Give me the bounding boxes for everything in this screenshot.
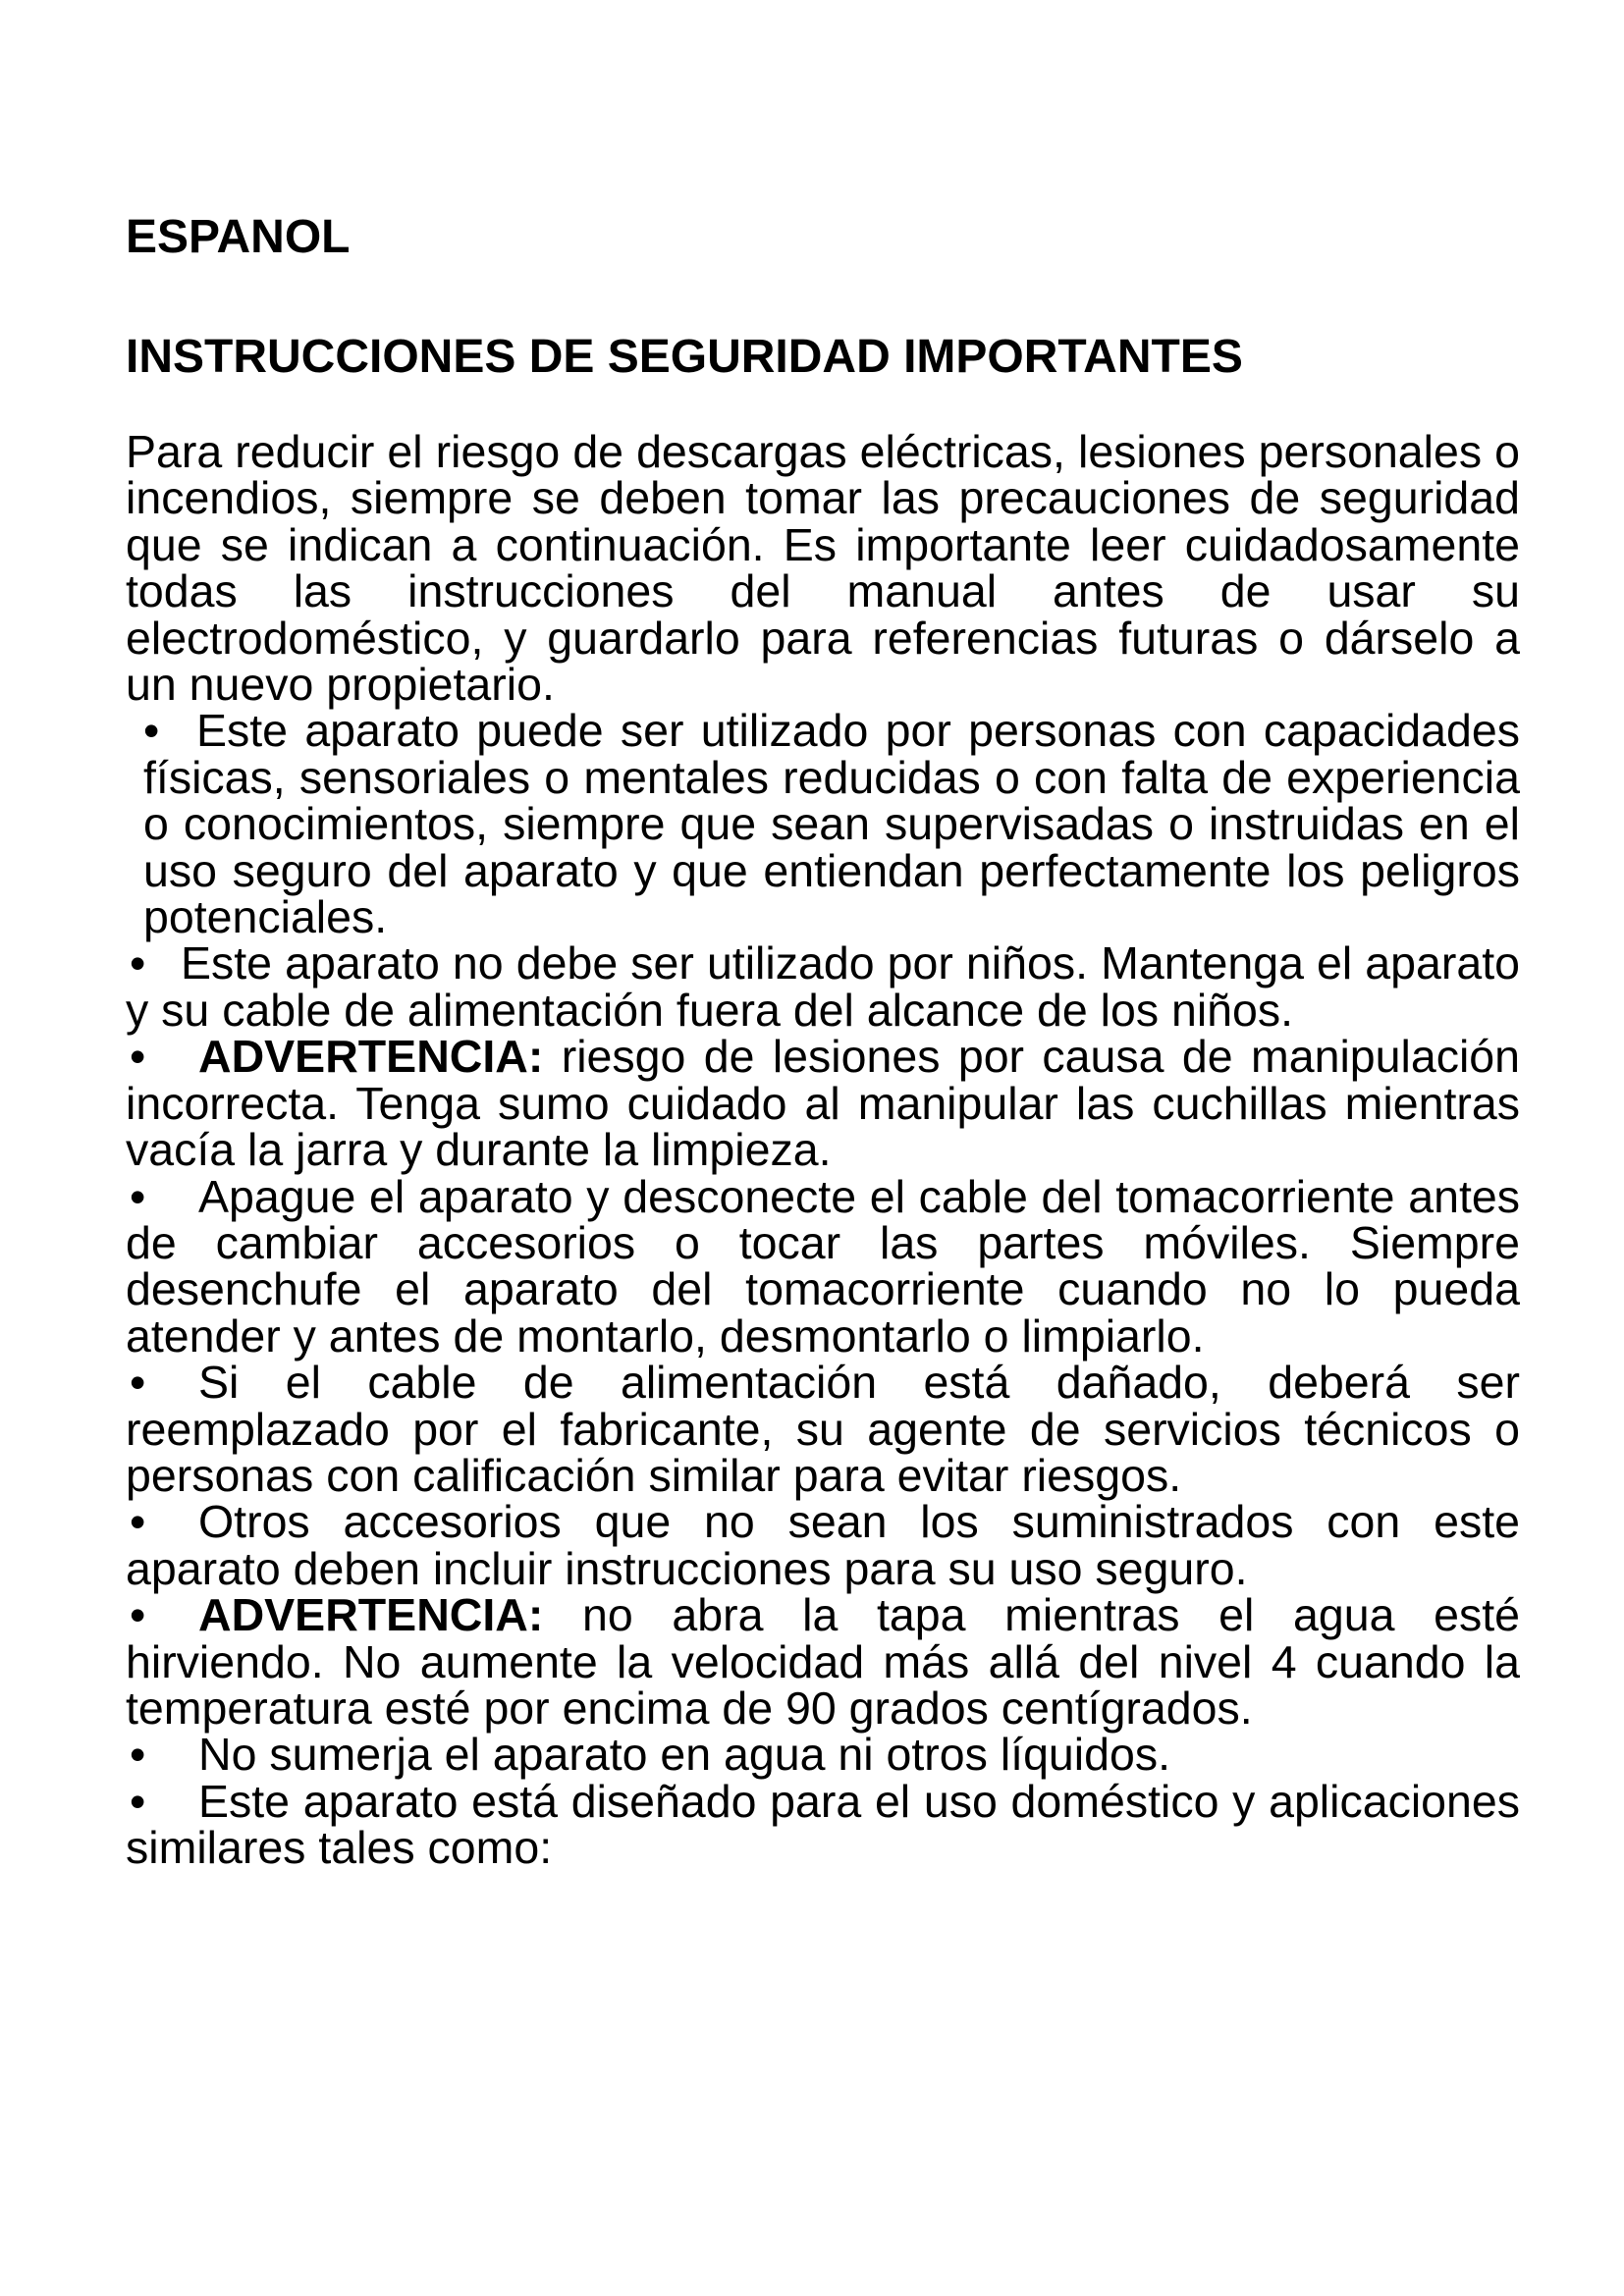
list-item-text: Otros accesorios que no sean los suministrados con este aparato deben incluir instrucciones para su uso seguro. <box>126 1496 1520 1594</box>
bullet-icon: • <box>130 1357 146 1409</box>
list-item-text: Este aparato puede ser utilizado por personas con capacidades físicas, sensoriales o mentales reducidas o con falta de experiencia o conocimientos, siempre que sean supervisadas o instruidas en el uso seguro del aparato y que entiendan perfectamente los peligros potenciales. <box>143 705 1520 943</box>
list-item <box>126 1729 1520 1781</box>
list-item <box>126 1775 1520 1874</box>
list-item-text: Este aparato está diseñado para el uso doméstico y aplicaciones similares tales como: <box>126 1775 1520 1874</box>
list-item-text: No sumerja el aparato en agua ni otros líquidos. <box>198 1729 1171 1781</box>
bullet-icon: • <box>130 1775 146 1827</box>
warning-label: ADVERTENCIA: <box>198 1031 544 1083</box>
list-item <box>126 1357 1520 1501</box>
document-body <box>126 426 1520 1874</box>
page-title: INSTRUCCIONES DE SEGURIDAD IMPORTANTES <box>126 331 1243 383</box>
bullet-icon: • <box>130 937 146 989</box>
list-item-text: Apague el aparato y desconecte el cable del tomacorriente antes de cambiar accesorios o tocar las partes móviles. Siempre desenchufe el aparato del tomacorriente cuando no lo pueda atender y antes de montarlo, desmontarlo o limpiarlo. <box>126 1170 1520 1362</box>
bullet-icon: • <box>130 1170 146 1222</box>
list-item <box>126 1170 1520 1362</box>
bullet-icon: • <box>130 1031 146 1083</box>
bullet-icon: • <box>130 1589 146 1641</box>
bullet-icon: • <box>130 1496 146 1548</box>
bullet-icon: • <box>130 1729 146 1781</box>
intro-paragraph: Para reducir el riesgo de descargas eléctricas, lesiones personales o incendios, siempre se deben tomar las precauciones de seguridad que se indican a continuación. Es importante leer cuidadosamente todas las instrucciones del manual antes de usar su electrodoméstico, y guardarlo para referencias futuras o dárselo a un nuevo propietario. <box>126 426 1520 711</box>
language-heading: ESPANOL <box>126 211 351 263</box>
list-item <box>126 937 1520 1036</box>
list-item <box>126 705 1520 943</box>
list-item-text: Este aparato no debe ser utilizado por niños. Mantenga el aparato y su cable de alimentación fuera del alcance de los niños. <box>126 937 1520 1036</box>
list-item <box>126 1496 1520 1594</box>
list-item <box>126 1031 1520 1176</box>
list-item <box>126 1589 1520 1734</box>
list-item-text: riesgo de lesiones por causa de manipulación incorrecta. Tenga sumo cuidado al manipular las cuchillas mientras vacía la jarra y durante la limpieza. <box>126 1031 1520 1176</box>
warning-label: ADVERTENCIA: <box>198 1589 544 1641</box>
list-item-text: Si el cable de alimentación está dañado, deberá ser reemplazado por el fabricante, su agente de servicios técnicos o personas con calificación similar para evitar riesgos. <box>126 1357 1520 1501</box>
bullet-icon: • <box>143 705 160 757</box>
list-item-text: no abra la tapa mientras el agua esté hirviendo. No aumente la velocidad más allá del nivel 4 cuando la temperatura esté por encima de 90 grados centígrados. <box>126 1589 1520 1734</box>
